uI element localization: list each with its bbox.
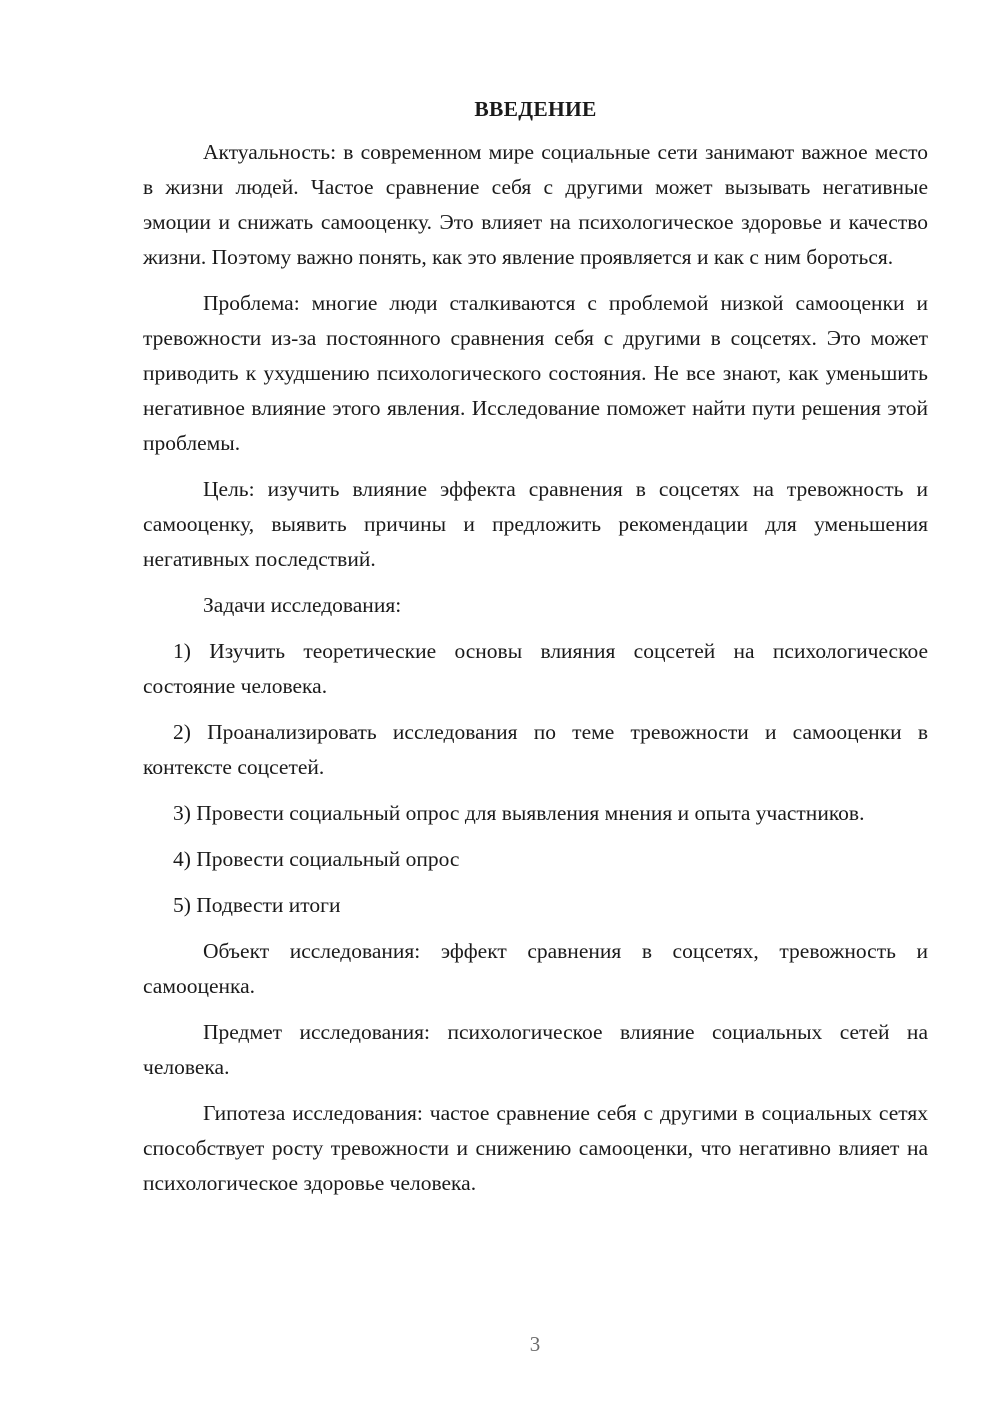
page-number: 3 [529, 1332, 541, 1356]
task-item-5: 5) Подвести итоги [173, 893, 341, 917]
page-title: ВВЕДЕНИЕ [474, 97, 597, 121]
page-content [143, 92, 928, 1212]
task-item-4: 4) Провести социальный опрос [173, 847, 460, 871]
tasks-heading: Задачи исследования: [203, 593, 402, 617]
paragraph-subject: Предмет исследования: психологическое влияние социальных сетей на человека. [143, 1020, 928, 1079]
task-item-1: 1) Изучить теоретические основы влияния соцсетей на психологическое состояние человека. [143, 639, 928, 698]
task-item-2: 2) Проанализировать исследования по теме тревожности и самооценки в контексте соцсетей. [143, 720, 928, 779]
paragraph-object: Объект исследования: эффект сравнения в соцсетях, тревожность и самооценка. [143, 939, 928, 998]
paragraph-hypothesis: Гипотеза исследования: частое сравнение себя с другими в социальных сетях способствует росту тревожности и снижению самооценки, что негативно влияет на психологическое здоровье человека. [143, 1101, 928, 1195]
paragraph-problem: Проблема: многие люди сталкиваются с проблемой низкой самооценки и тревожности из-за постоянного сравнения себя с другими в соцсетях. Это может приводить к ухудшению психологического состояния. Не все знают, как уменьшить негативное влияние этого явления. Исследование поможет найти пути решения этой проблемы. [143, 291, 928, 455]
paragraph-goal: Цель: изучить влияние эффекта сравнения в соцсетях на тревожность и самооценку, выявить причины и предложить рекомендации для уменьшения негативных последствий. [143, 477, 928, 571]
task-item-3: 3) Провести социальный опрос для выявления мнения и опыта участников. [173, 801, 865, 825]
paragraph-actuality: Актуальность: в современном мире социальные сети занимают важное место в жизни людей. Частое сравнение себя с другими может вызывать негативные эмоции и снижать самооценку. Это влияет на психологическое здоровье и качество жизни. Поэтому важно понять, как это явление проявляется и как с ним бороться. [143, 140, 928, 269]
